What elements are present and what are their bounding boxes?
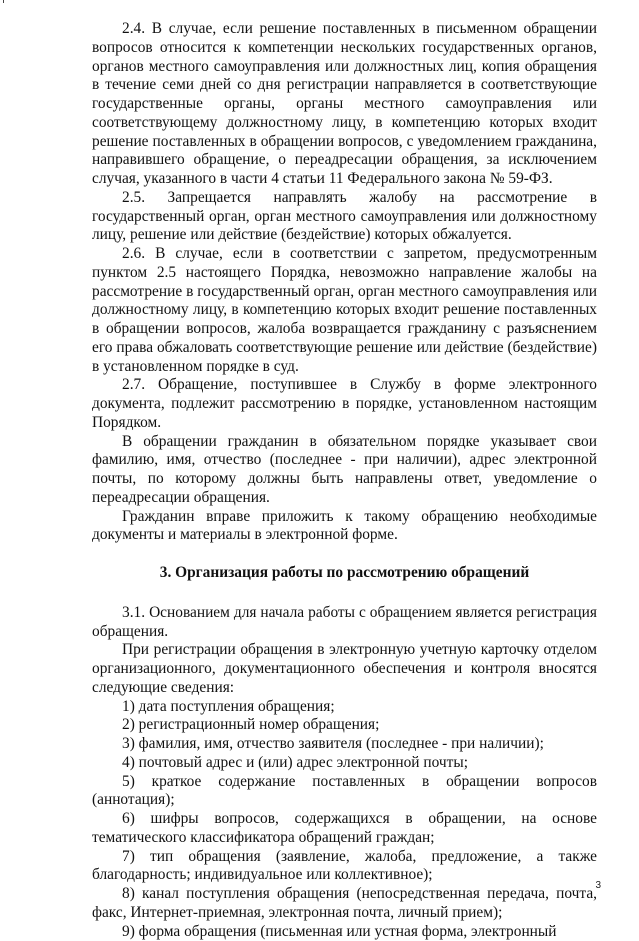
paragraph-2-7-requirements: В обращении гражданин в обязательном порядке указывает свои фамилию, имя, отчество (последнее - при наличии), адрес электронной почты, по которому должны быть направлены ответ, уведомление о переадресации обращения. (92, 433, 597, 508)
list-item: 9) форма обращения (письменная или устная форма, электронный (92, 923, 597, 941)
list-item: 5) краткое содержание поставленных в обращении вопросов (аннотация); (92, 773, 597, 811)
scan-mark (3, 0, 4, 3)
paragraph-registration-intro: При регистрации обращения в электронную учетную карточку отделом организационного, документационного обеспечения и контроля вносятся следующие сведения: (92, 641, 597, 697)
list-item: 1) дата поступления обращения; (92, 698, 597, 717)
list-item: 7) тип обращения (заявление, жалоба, предложение, а также благодарность; индивидуальное или коллективное); (92, 848, 597, 886)
paragraph-2-4: 2.4. В случае, если решение поставленных в письменном обращении вопросов относится к компетенции нескольких государственных органов, органов местного самоуправления или должностных лиц, копия обращения в течение семи дней со дня регистрации направляется в соответствующие государственные органы, органы местного самоуправления или соответствующему должностному лицу, в компетенцию которых входит решение поставленных в обращении вопросов, с уведомлением гражданина, направившего обращение, о переадресации обращения, за исключением случая, указанного в части 4 статьи 11 Федерального закона № 59-ФЗ. (92, 20, 597, 189)
paragraph-2-7: 2.7. Обращение, поступившее в Службу в форме электронного документа, подлежит рассмотрению в порядке, установленном настоящим Порядком. (92, 376, 597, 432)
list-item: 6) шифры вопросов, содержащихся в обращении, на основе тематического классификатора обращений граждан; (92, 810, 597, 848)
paragraph-3-1: 3.1. Основанием для начала работы с обращением является регистрация обращения. (92, 604, 597, 642)
section-heading: 3. Организация работы по рассмотрению обращений (92, 564, 597, 583)
paragraph-2-6: 2.6. В случае, если в соответствии с запретом, предусмотренным пунктом 2.5 настоящего Порядка, невозможно направление жалобы на рассмотрение в государственный орган, орган местного самоуправления или должностному лицу, в компетенцию которых входит решение поставленных в обращении вопросов, жалоба возвращается гражданину с разъяснением его права обжаловать соответствующие решение или действие (бездействие) в установленном порядке в суд. (92, 245, 597, 376)
page-number: 3 (595, 880, 601, 891)
list-item: 4) почтовый адрес и (или) адрес электронной почты; (92, 754, 597, 773)
list-item: 2) регистрационный номер обращения; (92, 716, 597, 735)
list-item: 3) фамилия, имя, отчество заявителя (последнее - при наличии); (92, 735, 597, 754)
paragraph-2-7-attachments: Гражданин вправе приложить к такому обращению необходимые документы и материалы в электронной форме. (92, 508, 597, 546)
list-item: 8) канал поступления обращения (непосредственная передача, почта, факс, Интернет-приемная, электронная почта, личный прием); (92, 885, 597, 923)
document-body (92, 20, 597, 941)
paragraph-2-5: 2.5. Запрещается направлять жалобу на рассмотрение в государственный орган, орган местного самоуправления или должностному лицу, решение или действие (бездействие) которых обжалуется. (92, 189, 597, 245)
